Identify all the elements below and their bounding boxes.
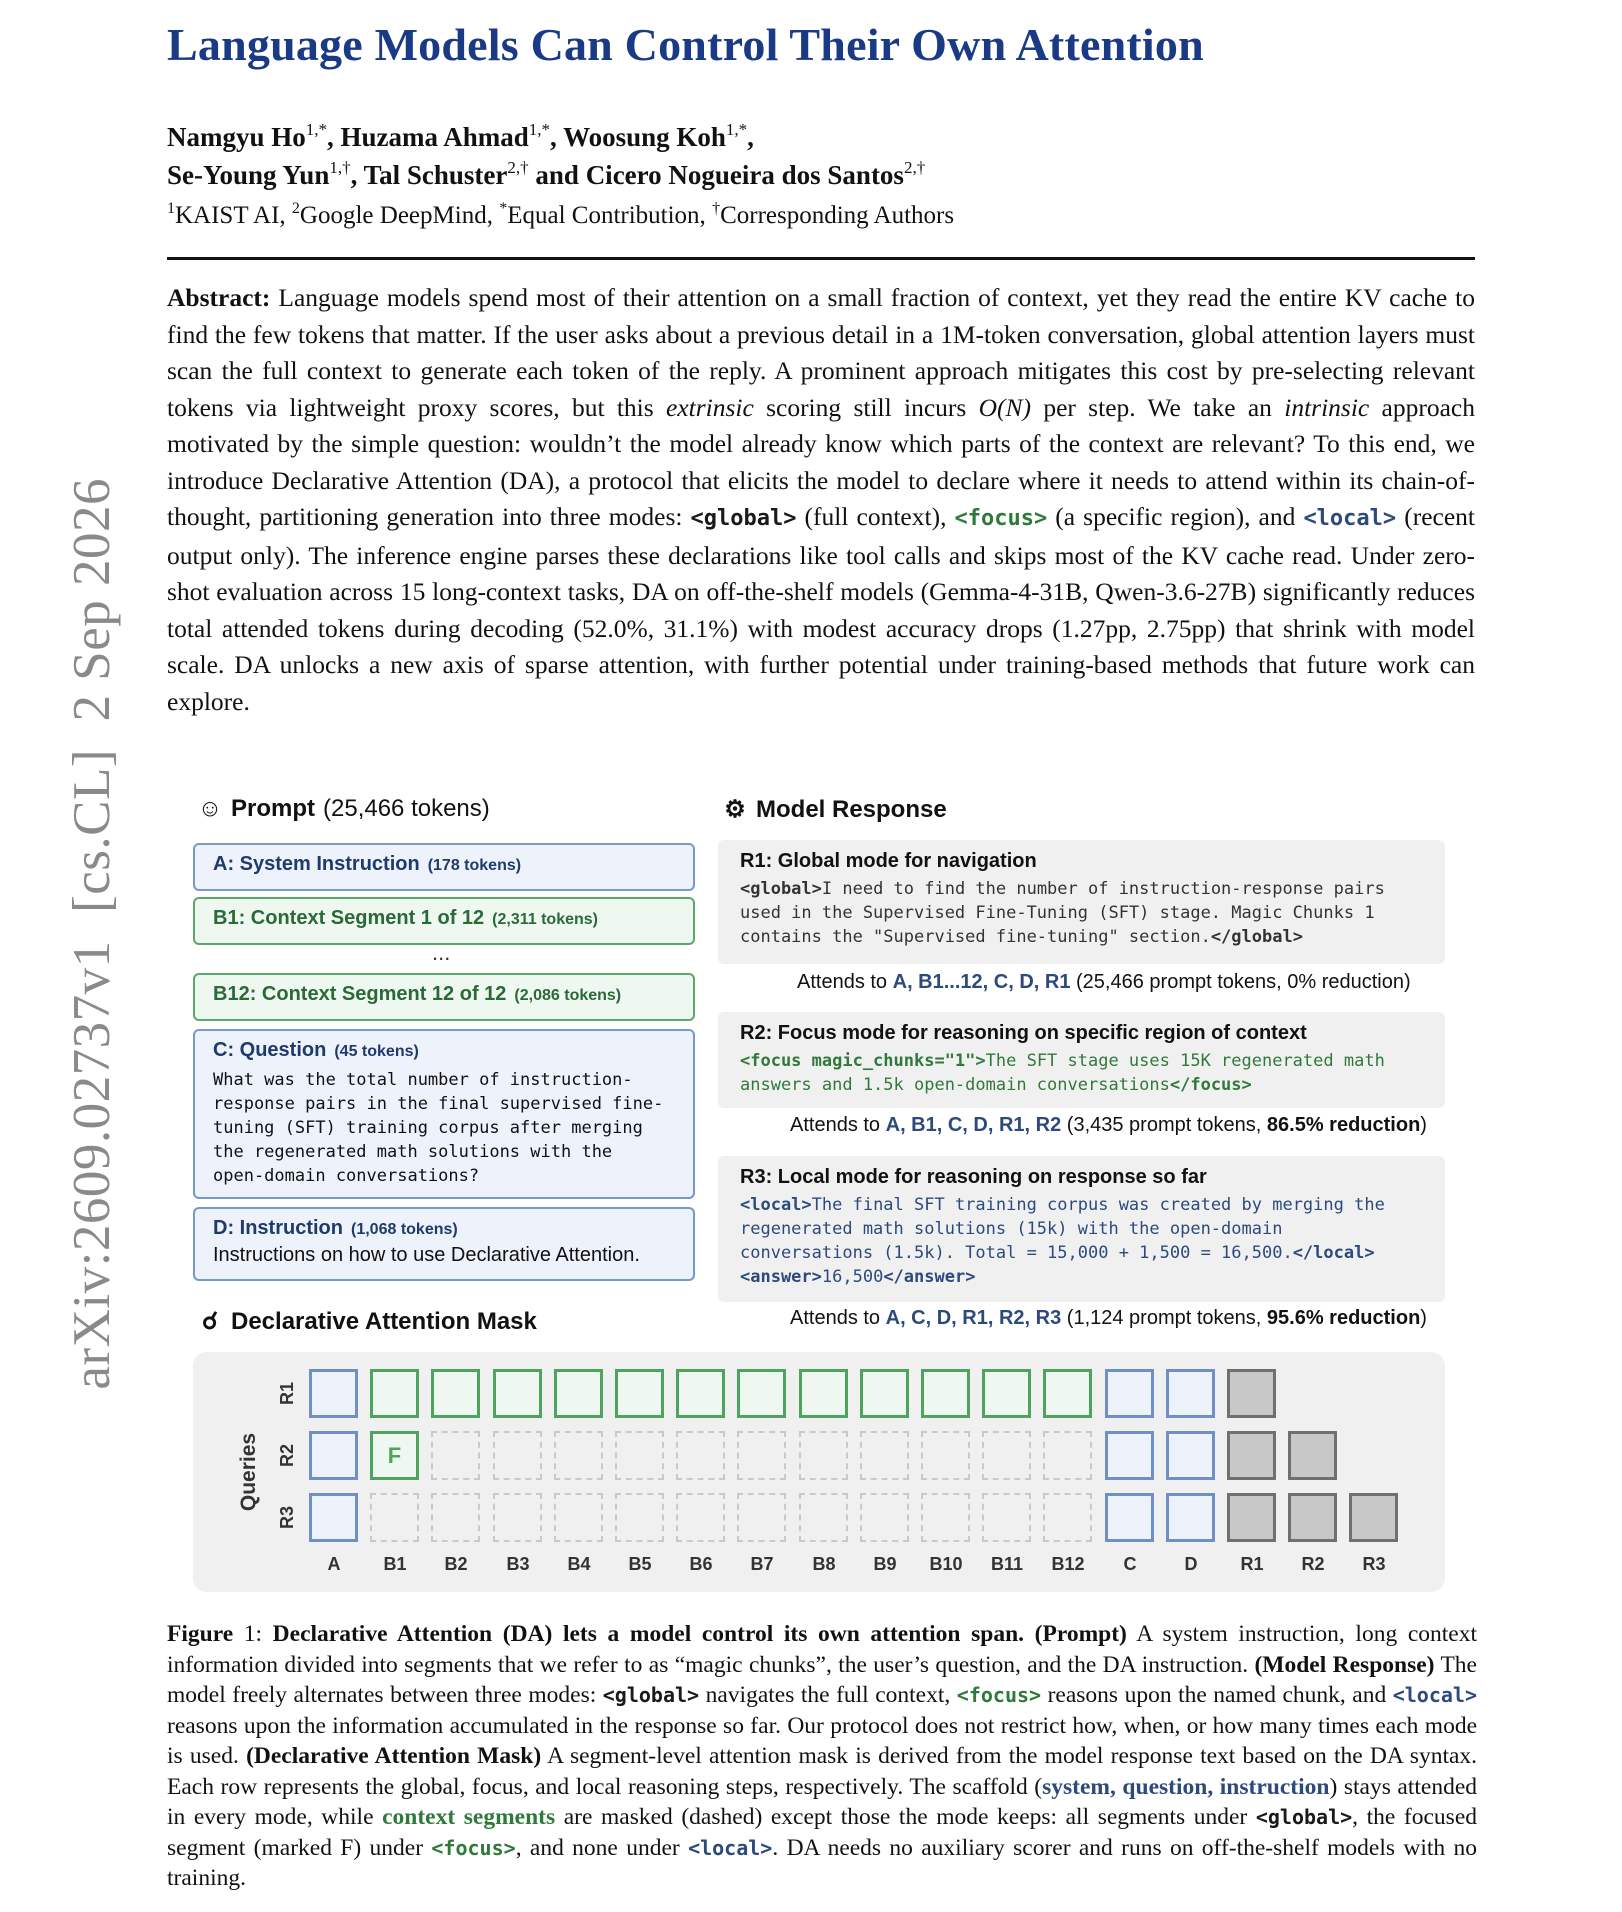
focus-tag: <focus> <box>431 1835 516 1860</box>
focus-close-tag: </focus> <box>1169 1075 1252 1095</box>
box-tokens: (1,068 tokens) <box>351 1221 458 1238</box>
affil-text: Google DeepMind, <box>299 202 500 229</box>
local-tag: <local> <box>688 1835 773 1860</box>
response-step-title: R2: Focus mode for reasoning on specific region of context <box>740 1022 1307 1044</box>
key-column-label: B3 <box>506 1554 530 1574</box>
attends-prefix: Attends to <box>797 971 893 993</box>
r3-attention-summary <box>790 1307 1427 1330</box>
author-sup: 1,† <box>329 158 351 177</box>
author-name: Cicero Nogueira dos Santos <box>585 160 904 190</box>
key-column-label: R3 <box>1362 1554 1386 1574</box>
affil-text: Corresponding Authors <box>720 202 955 229</box>
mask-cell-r1-b9 <box>860 1369 909 1418</box>
response-r1-box <box>718 840 1445 964</box>
system-instruction-box <box>193 843 695 891</box>
mask-cell-r1-b3 <box>493 1369 542 1418</box>
mask-cell-r2-r1 <box>1227 1431 1276 1480</box>
robot-icon: ⚙ <box>724 796 746 823</box>
reduction-value: 95.6% reduction <box>1266 1307 1421 1329</box>
attends-close: ) <box>1420 1307 1427 1329</box>
mask-cell-r1-b11 <box>982 1369 1031 1418</box>
reduction-value: 86.5% reduction <box>1266 1114 1421 1136</box>
box-name: B12: Context Segment 12 of 12 <box>213 983 507 1005</box>
mask-cell-r1-b1 <box>370 1369 419 1418</box>
mask-cell-r3-b6 <box>676 1493 725 1542</box>
author-name: Namgyu Ho <box>167 122 306 152</box>
answer-value: 16,500 <box>821 1267 884 1287</box>
mask-cell-r3-b3 <box>493 1493 542 1542</box>
mask-cell-r2-b8 <box>799 1431 848 1480</box>
author-name: Woosung Koh <box>563 122 726 152</box>
affil-sup: † <box>712 200 721 217</box>
key-column-label: B8 <box>812 1554 836 1574</box>
affil-sup: 2 <box>291 200 300 217</box>
r1-attention-summary <box>797 971 1411 994</box>
box-tokens: (45 tokens) <box>334 1043 419 1060</box>
key-column-label: B10 <box>929 1554 963 1574</box>
response-r3-box <box>718 1156 1445 1302</box>
response-r2-box <box>718 1012 1445 1108</box>
caption-text: A system instruction, long context information divided into segments that we refer to as “magic chunks”, the user’s question, and the DA instruction. <box>167 1621 1477 1678</box>
r2-attention-summary <box>790 1114 1427 1137</box>
key-column-label: B4 <box>567 1554 591 1574</box>
segments-ellipsis: ... <box>432 940 451 965</box>
caption-text: , and none under <box>515 1834 689 1861</box>
mask-cell-r3-b1 <box>370 1493 419 1542</box>
author-list <box>167 118 1467 194</box>
response-heading <box>722 795 947 824</box>
mask-cell-r3-d <box>1166 1493 1215 1542</box>
context-segment-1-box <box>193 897 695 945</box>
global-tag: <global> <box>690 506 797 531</box>
paper-title: Language Models Can Control Their Own Attention <box>167 19 1204 70</box>
author-name: Tal Schuster <box>363 160 508 190</box>
mask-cell-r1-d <box>1166 1369 1215 1418</box>
response-step-text: The final SFT training corpus was created by merging the regenerated math solutions (15k) with the open-domain conversations (1.5k). Total = 15,000 + 1,500 = 16,500. <box>740 1195 1385 1263</box>
author-conjunction: and <box>535 160 579 190</box>
mask-cell-r2-b11 <box>982 1431 1031 1480</box>
affil-text: Equal Contribution, <box>507 202 713 229</box>
abstract-label: Abstract: <box>167 283 271 312</box>
attends-prefix: Attends to <box>790 1307 886 1329</box>
attended-segments: A, B1, C, D, R1, R2 <box>885 1114 1062 1136</box>
key-column-label: R1 <box>1240 1554 1264 1574</box>
mask-cell-r2-a <box>309 1431 358 1480</box>
response-title: Model Response <box>756 795 947 823</box>
key-column-label: R2 <box>1301 1554 1325 1574</box>
user-icon: ☺ <box>197 795 223 822</box>
box-name: D: Instruction <box>213 1217 343 1239</box>
key-column-label: B7 <box>750 1554 774 1574</box>
focus-mark: F <box>387 1443 402 1468</box>
local-tag: <local> <box>1392 1683 1478 1707</box>
mask-cell-r3-r3 <box>1349 1493 1398 1542</box>
global-open-tag: <global> <box>740 879 822 899</box>
abstract-text: approach motivated by the simple question: wouldn’t the model already know which parts of the context are relevant? To this end, we introduce Declarative Attention (DA), a protocol that elicits the model to declare where it needs to attend within its chain-of-thought, partitioning generation into three modes: <box>167 392 1475 531</box>
mask-cell-r3-r2 <box>1288 1493 1337 1542</box>
arxiv-identifier: arXiv:2609.02737v1 [cs.CL] 2 Sep 2026 <box>63 478 121 1390</box>
abstract-emph: extrinsic <box>665 392 754 422</box>
mask-cell-r3-b10 <box>921 1493 970 1542</box>
abstract-text: per step. We take an <box>1031 392 1285 422</box>
caption-title: Declarative Attention (DA) lets a model control its own attention span. <box>272 1621 1025 1647</box>
author-sup: 2,† <box>903 158 926 177</box>
magnifier-icon: ☌ <box>201 1308 219 1335</box>
global-close-tag: </global> <box>1210 927 1303 947</box>
mask-title: Declarative Attention Mask <box>231 1307 537 1335</box>
mask-cell-r3-b8 <box>799 1493 848 1542</box>
instruction-text: Instructions on how to use Declarative Attention. <box>213 1244 640 1266</box>
local-tag: <local> <box>1303 506 1397 531</box>
mask-cell-r1-b8 <box>799 1369 848 1418</box>
mask-cell-r3-b4 <box>554 1493 603 1542</box>
abstract-text: scoring still incurs <box>753 392 979 422</box>
affil-sup: * <box>499 200 508 217</box>
mask-cell-r3-b12 <box>1043 1493 1092 1542</box>
question-box <box>193 1029 695 1199</box>
key-column-label: C <box>1123 1554 1137 1574</box>
author-sup: 1,* <box>725 120 748 139</box>
response-step-title: R3: Local mode for reasoning on response so far <box>740 1166 1207 1188</box>
key-column-label: B11 <box>990 1554 1024 1574</box>
author-name: Se-Young Yun <box>167 160 330 190</box>
mask-cell-r1-r1 <box>1227 1369 1276 1418</box>
mask-cell-r1-b10 <box>921 1369 970 1418</box>
caption-text: . DA needs no auxiliary scorer and runs on off-the-shelf models with no training. <box>167 1834 1478 1891</box>
abstract-math: O(N) <box>978 392 1032 422</box>
abstract-text: (full context), <box>796 502 955 531</box>
mask-cell-r1-b5 <box>615 1369 664 1418</box>
key-column-label: B1 <box>383 1554 407 1574</box>
instruction-box <box>193 1207 695 1281</box>
focus-tag: <focus> <box>956 1683 1042 1707</box>
attends-prefix: Attends to <box>790 1114 886 1136</box>
author-line-1: Namgyu $Ho^{1,*}$, Huzama Ahmad$^{1,*}$, Woosung Koh$^{1,*}$, <box>167 120 754 152</box>
caption-section-label: (Declarative Attention Mask) <box>246 1743 542 1769</box>
mask-heading <box>197 1307 537 1336</box>
global-tag: <global> <box>602 1683 700 1707</box>
mask-cell-r3-b11 <box>982 1493 1031 1542</box>
mask-cell-r2-b2 <box>431 1431 480 1480</box>
focus-open-tag: <focus magic_chunks="1"> <box>740 1051 986 1071</box>
caption-text: A segment-level attention mask is derived from the model response text based on the DA syntax. Each row represents the global, focus, and local reasoning steps, respectively. The scaffold ( <box>167 1743 1478 1800</box>
answer-close-tag: </answer> <box>883 1267 976 1287</box>
mask-cell-r2-b10 <box>921 1431 970 1480</box>
box-tokens: (2,086 tokens) <box>514 987 622 1004</box>
mask-cell-r2-b9 <box>860 1431 909 1480</box>
box-tokens: (2,311 tokens) <box>492 911 598 928</box>
abstract-emph: intrinsic <box>1284 392 1370 422</box>
prompt-heading <box>197 795 490 823</box>
mask-cell-r3-a <box>309 1493 358 1542</box>
caption-text: navigates the full context, <box>699 1682 957 1708</box>
mask-cell-r3-b5 <box>615 1493 664 1542</box>
query-row-label: R1 <box>277 1381 298 1406</box>
abstract-text: Language models spend most of their attention on a small fraction of context, yet they read the entire KV cache to find the few tokens that matter. If the user asks about a previous detail in a 1M-token conversation, global attention layers must scan the full context to generate each token of the reply. A prominent approach mitigates this cost by pre-selecting relevant tokens via lightweight proxy scores, but this <box>167 283 1475 422</box>
box-name: A: System Instruction <box>213 853 420 875</box>
key-column-label: A <box>327 1554 341 1574</box>
mask-cell-r2-d <box>1166 1431 1215 1480</box>
key-column-label: B6 <box>689 1554 713 1574</box>
affil-text: KAIST AI, <box>175 202 292 229</box>
query-row-label: R2 <box>277 1443 298 1468</box>
queries-axis-label: Queries <box>237 1432 261 1512</box>
mask-cell-r3-c <box>1105 1493 1154 1542</box>
key-column-label: B12 <box>1051 1554 1085 1574</box>
key-column-label: B2 <box>444 1554 468 1574</box>
prompt-token-count: (25,466 tokens) <box>323 795 490 822</box>
author-sup: 2,† <box>507 158 529 177</box>
mask-cell-r3-r1 <box>1227 1493 1276 1542</box>
mask-cell-r1-b6 <box>676 1369 725 1418</box>
mask-cell-r2-b5 <box>615 1431 664 1480</box>
response-step-text: I need to find the number of instruction-response pairs used in the Supervised Fine-Tuning (SFT) stage. Magic Chunks 1 contains the "Supervised fine-tuning" section. <box>740 879 1385 947</box>
caption-text: , the focused segment (marked F) under <box>167 1804 1478 1861</box>
figure-caption <box>167 1619 1477 1894</box>
mask-cell-r1-b12 <box>1043 1369 1092 1418</box>
mask-cell-r2-c <box>1105 1431 1154 1480</box>
attended-segments: A, C, D, R1, R2, R3 <box>885 1307 1062 1329</box>
author-line-2: Se-Young Yun$^{1,\dagger}$, Tal Schuster$^{2,\dagger}$ and Cicero Nogueira dos Santos$^{2,\dagger}$ <box>167 158 926 190</box>
affiliations <box>167 202 954 230</box>
mask-cell-r3-b2 <box>431 1493 480 1542</box>
mask-cell-r2-b7 <box>737 1431 786 1480</box>
mask-cell-r1-a <box>309 1369 358 1418</box>
box-name: B1: Context Segment 1 of 12 <box>213 907 485 929</box>
mask-cell-r2-b3 <box>493 1431 542 1480</box>
mask-cell-r2-b12 <box>1043 1431 1092 1480</box>
caption-text: ) stays attended in every mode, while <box>167 1773 1478 1830</box>
mask-cell-r2-b4 <box>554 1431 603 1480</box>
local-close-tag: </local> <box>1292 1243 1375 1263</box>
mask-cell-r1-b4 <box>554 1369 603 1418</box>
question-text: What was the total number of instruction- response pairs in the final supervised fine- tuning (SFT) training corpus after merging the regenerated math solutions with the open-domain conversations? <box>213 1070 664 1186</box>
attended-segments: A, B1...12, C, D, R1 <box>892 971 1071 993</box>
author-name: Huzama Ahmad <box>340 122 529 152</box>
prompt-title: Prompt <box>231 795 315 822</box>
author-sup: 1,* <box>305 120 328 139</box>
caption-text: are masked (dashed) except those the mode keeps: all segments under <box>555 1804 1256 1830</box>
mask-cell-r2-b6 <box>676 1431 725 1480</box>
abstract-text: (recent output only). The inference engine parses these declarations like tool calls and skips most of the KV cache read. Under zero-shot evaluation across 15 long-context tasks, DA on off-the-shelf models (Gemma-4-31B, Qwen-3.6-27B) significantly reduces total attended tokens during decoding (52.0%, 31.1%) with modest accuracy drops (1.27pp, 2.75pp) that shrink with model scale. DA unlocks a new axis of sparse attention, with further potential under training-based methods that future work can explore. <box>167 502 1475 716</box>
attends-detail: (1,124 prompt tokens, <box>1061 1307 1267 1329</box>
attends-detail: (25,466 prompt tokens, 0% reduction) <box>1070 971 1411 993</box>
box-name: C: Question <box>213 1039 327 1061</box>
header-divider <box>167 257 1475 260</box>
affil-sup: 1 <box>167 200 175 217</box>
mask-cell-r1-c <box>1105 1369 1154 1418</box>
mask-cell-r2-r2 <box>1288 1431 1337 1480</box>
mask-cell-r1-b2 <box>431 1369 480 1418</box>
response-step-title: R1: Global mode for navigation <box>740 850 1037 872</box>
mask-cell-r3-b9 <box>860 1493 909 1542</box>
key-column-label: B9 <box>873 1554 897 1574</box>
context-segments-label: context segments <box>382 1804 556 1830</box>
caption-text: The model freely alternates between three modes: <box>167 1651 1477 1708</box>
caption-text: reasons upon the information accumulated in the response so far. Our protocol does not restrict how, when, or how many times each mode is used. <box>167 1712 1477 1769</box>
focus-tag: <focus> <box>954 506 1048 531</box>
abstract <box>167 280 1475 720</box>
caption-section-label: (Prompt) <box>1034 1621 1127 1647</box>
mask-cell-r3-b7 <box>737 1493 786 1542</box>
local-open-tag: <local> <box>740 1195 812 1215</box>
scaffold-label: system, question, instruction <box>1042 1773 1330 1800</box>
global-tag: <global> <box>1255 1805 1353 1829</box>
box-tokens: (178 tokens) <box>427 857 522 874</box>
query-row-label: R3 <box>277 1505 298 1530</box>
attends-detail: (3,435 prompt tokens, <box>1061 1114 1267 1136</box>
response-step-text: The SFT stage uses 15K regenerated math answers and 1.5k open-domain conversations <box>740 1051 1385 1095</box>
caption-text: reasons upon the named chunk, and <box>1041 1682 1393 1708</box>
attends-close: ) <box>1420 1114 1427 1136</box>
abstract-text: (a specific region), and <box>1047 502 1304 531</box>
context-segment-12-box <box>193 973 695 1021</box>
caption-section-label: (Model Response) <box>1254 1651 1435 1678</box>
mask-cell-r1-b7 <box>737 1369 786 1418</box>
caption-label: Figure <box>167 1621 234 1647</box>
mask-cell-r2-b1 <box>370 1431 419 1480</box>
key-column-label: D <box>1184 1554 1198 1574</box>
caption-number: 1: <box>233 1621 273 1647</box>
author-sup: 1,* <box>528 120 551 139</box>
answer-open-tag: <answer> <box>740 1267 822 1287</box>
key-column-label: B5 <box>628 1554 652 1574</box>
